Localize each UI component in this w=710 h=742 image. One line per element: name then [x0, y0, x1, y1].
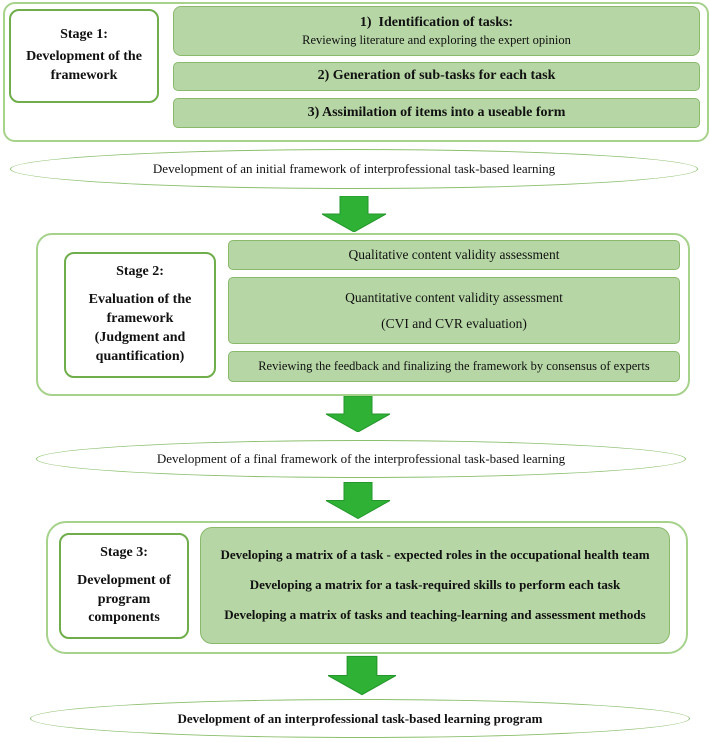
stage2-bar1-text: Qualitative content validity assessment: [348, 247, 560, 263]
final-framework-ellipse: [36, 440, 686, 478]
stage1-bar-assimilation: [173, 98, 700, 128]
stage1-bar1-title: 1) Identification of tasks:: [359, 14, 514, 30]
down-arrow-2: [326, 396, 390, 432]
stage1-bar3-title: 3) Assimilation of items into a useable form: [307, 104, 566, 120]
stage1-label-subtitle: Development of the framework: [26, 49, 142, 83]
stage2-bar-qualitative: [228, 240, 680, 270]
program-ellipse: [30, 699, 690, 738]
stage2-bar-feedback: [228, 351, 680, 382]
stage2-bar3-text: Reviewing the feedback and finalizing the framework by consensus of experts: [258, 359, 650, 374]
stage1-bar2-title: 2) Generation of sub-tasks for each task: [317, 68, 556, 84]
stage2-bar2-line1: Quantitative content validity assessment: [345, 289, 563, 305]
stage3-label-subtitle: Development of program components: [77, 572, 171, 626]
stage2-bar2-line2: (CVI and CVR evaluation): [381, 315, 527, 331]
stage1-label-title: Stage 1:: [60, 27, 108, 43]
stage1-label-box: [9, 9, 159, 103]
stage1-bar1-subtitle: Reviewing literature and exploring the expert opinion: [302, 32, 571, 47]
initial-framework-text: Development of an initial framework of interprofessional task-based learning: [152, 161, 556, 176]
final-framework-text: Development of a final framework of the interprofessional task-based learning: [156, 451, 566, 466]
down-arrow-3: [326, 482, 390, 519]
stage3-item-skills-matrix: Developing a matrix for a task-required skills to perform each task: [249, 577, 621, 593]
stage1-bar-identification: [173, 6, 700, 56]
stage3-label-title: Stage 3:: [100, 544, 148, 560]
stage3-item-roles-matrix: Developing a matrix of a task - expected roles in the occupational health team: [220, 547, 650, 563]
down-arrow-4: [328, 654, 396, 697]
stage2-label-line1: Evaluation of the framework: [88, 292, 192, 327]
stage2-label-box: [64, 252, 216, 378]
stage3-label-box: [59, 533, 189, 639]
stage2-label-title: Stage 2:: [116, 264, 164, 280]
initial-framework-ellipse: [10, 149, 698, 189]
stage3-item-teaching-matrix: Developing a matrix of tasks and teaching-learning and assessment methods: [224, 607, 646, 623]
program-text: Development of an interprofessional task-based learning program: [177, 710, 543, 726]
stage1-bar-subtasks: [173, 62, 700, 91]
stage2-bar-quantitative: [228, 277, 680, 344]
stage2-label-line2: (Judgment and quantification): [94, 329, 186, 364]
stage3-content-box: [200, 527, 670, 644]
down-arrow-1: [322, 196, 386, 232]
